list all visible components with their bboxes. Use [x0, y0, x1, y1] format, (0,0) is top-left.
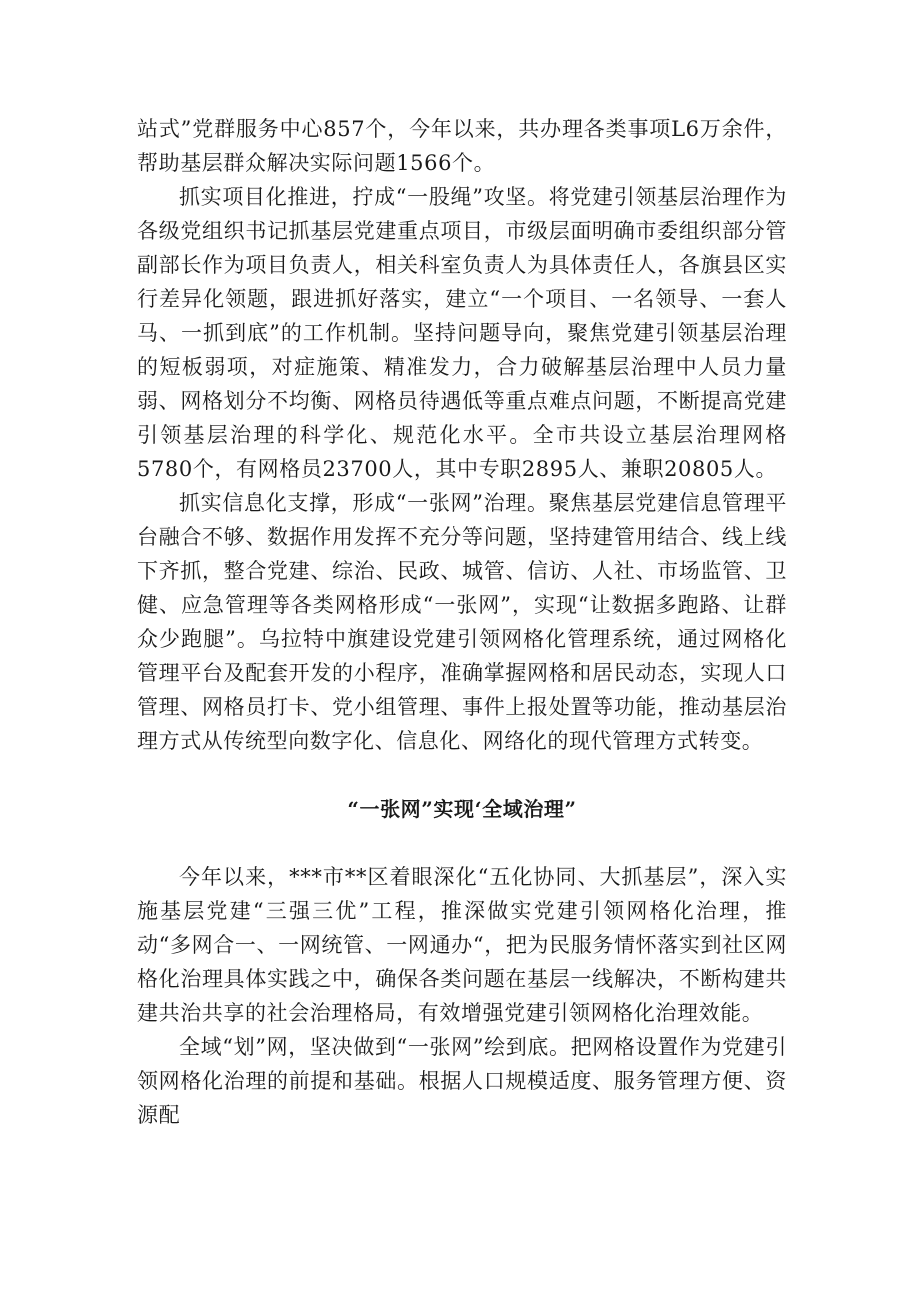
paragraph-continuation: 站式”党群服务中心857个，今年以来，共办理各类事项L6万余件，帮助基层群众解决实际问题1566个。 [137, 117, 787, 175]
document-body [137, 112, 787, 1132]
paragraph-informatization: 抓实信息化支撑，形成“一张网”治理。聚焦基层党建信息管理平台融合不够、数据作用发挥不充分等问题，坚持建管用结合、线上线下齐抓，整合党建、综治、民政、城管、信访、人社、市场监管、卫健、应急管理等各类网格形成“一张网”，实现“让数据多跑路、让群众少跑腿”。乌拉特中旗建设党建引领网格化管理系统，通过网格化管理平台及配套开发的小程序，准确掌握网格和居民动态，实现人口管理、网格员打卡、党小组管理、事件上报处置等功能，推动基层治理方式从传统型向数字化、信息化、网络化的现代管理方式转变。 [137, 491, 787, 753]
paragraph-project-promotion: 抓实项目化推进，拧成“一股绳”攻坚。将党建引领基层治理作为各级党组织书记抓基层党建重点项目，市级层面明确市委组织部分管副部长作为项目负责人，相关科室负责人为具体责任人，各旗县区实行差异化领题，跟进抓好落实，建立“一个项目、一名领导、一套人马、一抓到底”的工作机制。坚持问题导向，聚焦党建引领基层治理的短板弱项，对症施策、精准发力，合力破解基层治理中人员力量弱、网格划分不均衡、网格员待遇低等重点难点问题，不断提高党建引领基层治理的科学化、规范化水平。全市共设立基层治理网格5780个，有网格员23700人，其中专职2895人、兼职20805人。 [137, 185, 787, 481]
paragraph-grid-division: 全域“划”网，坚决做到“一张网”绘到底。把网格设置作为党建引领网格化治理的前提和基础。根据人口规模适度、服务管理方便、资源配 [137, 1035, 787, 1127]
section-heading: “一张网”实现‘全域治理” [347, 797, 577, 821]
paragraph-intro: 今年以来，***市**区着眼深化“五化协同、大抓基层”，深入实施基层党建“三强三优”工程，推深做实党建引领网格化治理，推动“多网合一、一网统管、一网通办“，把为民服务情怀落实到社区网格化治理具体实践之中，确保各类问题在基层一线解决，不断构建共建共治共享的社会治理格局，有效增强党建引领网格化治理效能。 [137, 865, 787, 1025]
